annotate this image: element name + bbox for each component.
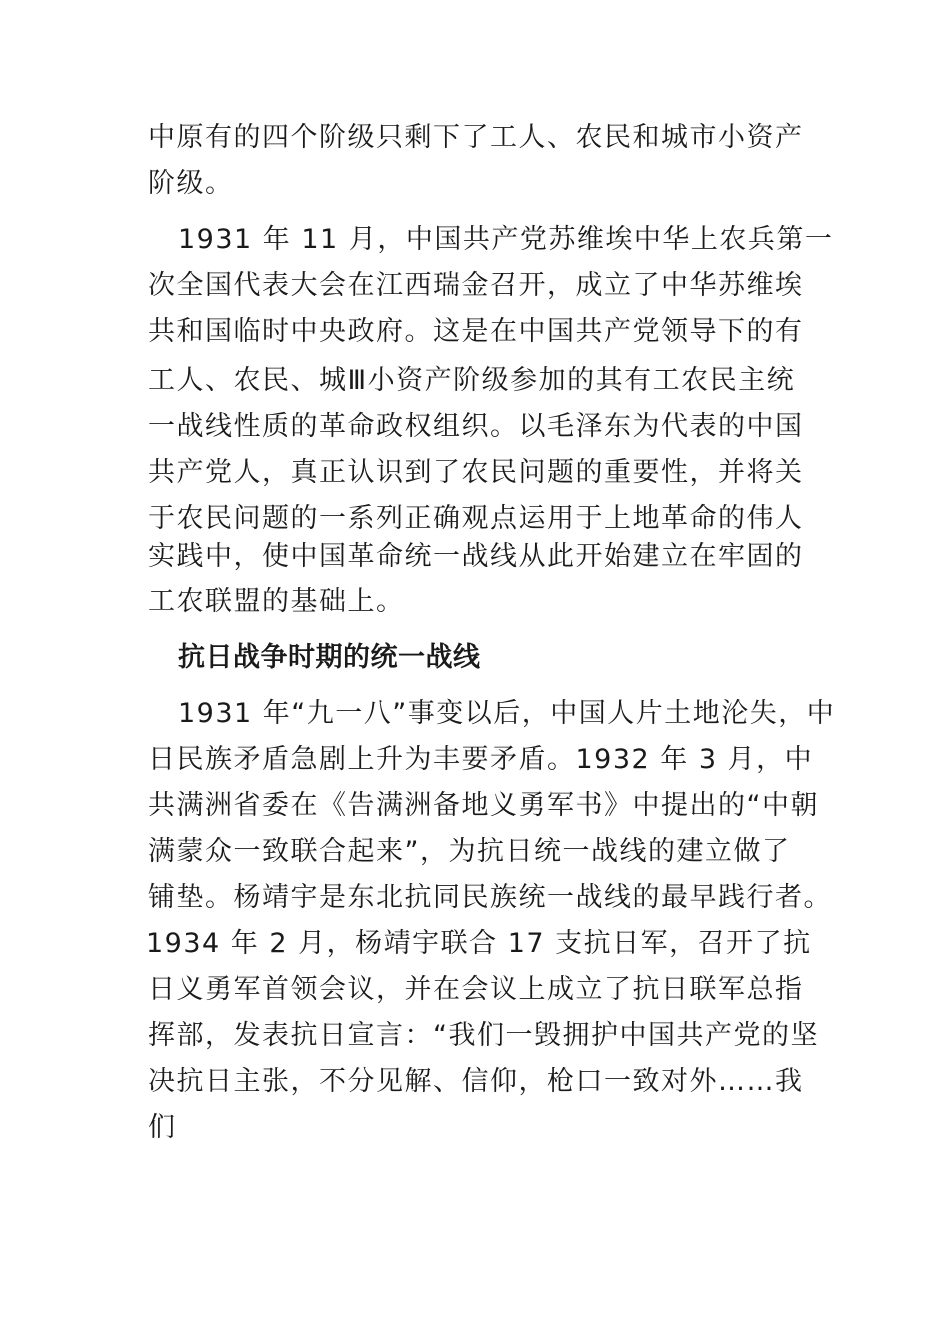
text-line: 1931 年 11 月，中国共产党苏维埃中华上农兵第一 bbox=[178, 224, 834, 255]
text-line: 1934 年 2 月，杨靖宇联合 17 支抗日军，召开了抗 bbox=[146, 928, 812, 959]
text-line: 阶级。 bbox=[148, 168, 234, 199]
text-line: 满蒙众一致联合起来”，为抗日统一战线的建立做了 bbox=[148, 836, 791, 867]
text-line: 日民族矛盾急剧上升为丰要矛盾。1932 年 3 月，中 bbox=[148, 744, 814, 775]
text-line: 铺垫。杨靖宇是东北抗同民族统一战线的最早践行者。 bbox=[148, 882, 832, 913]
text-line: 于农民问题的一系列正确观点运用于上地革命的伟人 bbox=[148, 503, 804, 534]
text-line: 共满洲省委在《告满洲备地义勇军书》中提出的“中朝 bbox=[148, 790, 819, 821]
text-line: 挥部，发表抗日宣言：“我们一毁拥护中国共产党的坚 bbox=[148, 1020, 819, 1051]
text-line: 工人、农民、城Ⅲ小资产阶级参加的其有工农民主统 bbox=[148, 365, 796, 396]
text-line: 共和国临时中央政府。这是在中国共产党领导下的有 bbox=[148, 316, 804, 347]
text-line: 们 bbox=[148, 1112, 177, 1143]
text-line: 日义勇军首领会议，并在会议上成立了抗日联军总指 bbox=[148, 974, 804, 1005]
text-line: 共产党人，真正认识到了农民问题的重要性，并将关 bbox=[148, 457, 804, 488]
text-line: 1931 年“九一八”事变以后，中国人片土地沦失，中 bbox=[178, 698, 836, 729]
text-line: 工农联盟的基础上。 bbox=[148, 586, 405, 617]
text-line: 一战线性质的革命政权组织。以毛泽东为代表的中国 bbox=[148, 411, 804, 442]
section-heading: 抗日战争时期的统一战线 bbox=[178, 642, 481, 673]
text-line: 实践中，使中国革命统一战线从此开始建立在牢固的 bbox=[148, 541, 804, 572]
text-line: 决抗日主张，不分见解、信仰，枪口一致对外……我 bbox=[148, 1066, 804, 1097]
text-line: 中原有的四个阶级只剩下了工人、农民和城市小资产 bbox=[148, 122, 804, 153]
text-line: 次全国代表大会在江西瑞金召开，成立了中华苏维埃 bbox=[148, 270, 804, 301]
